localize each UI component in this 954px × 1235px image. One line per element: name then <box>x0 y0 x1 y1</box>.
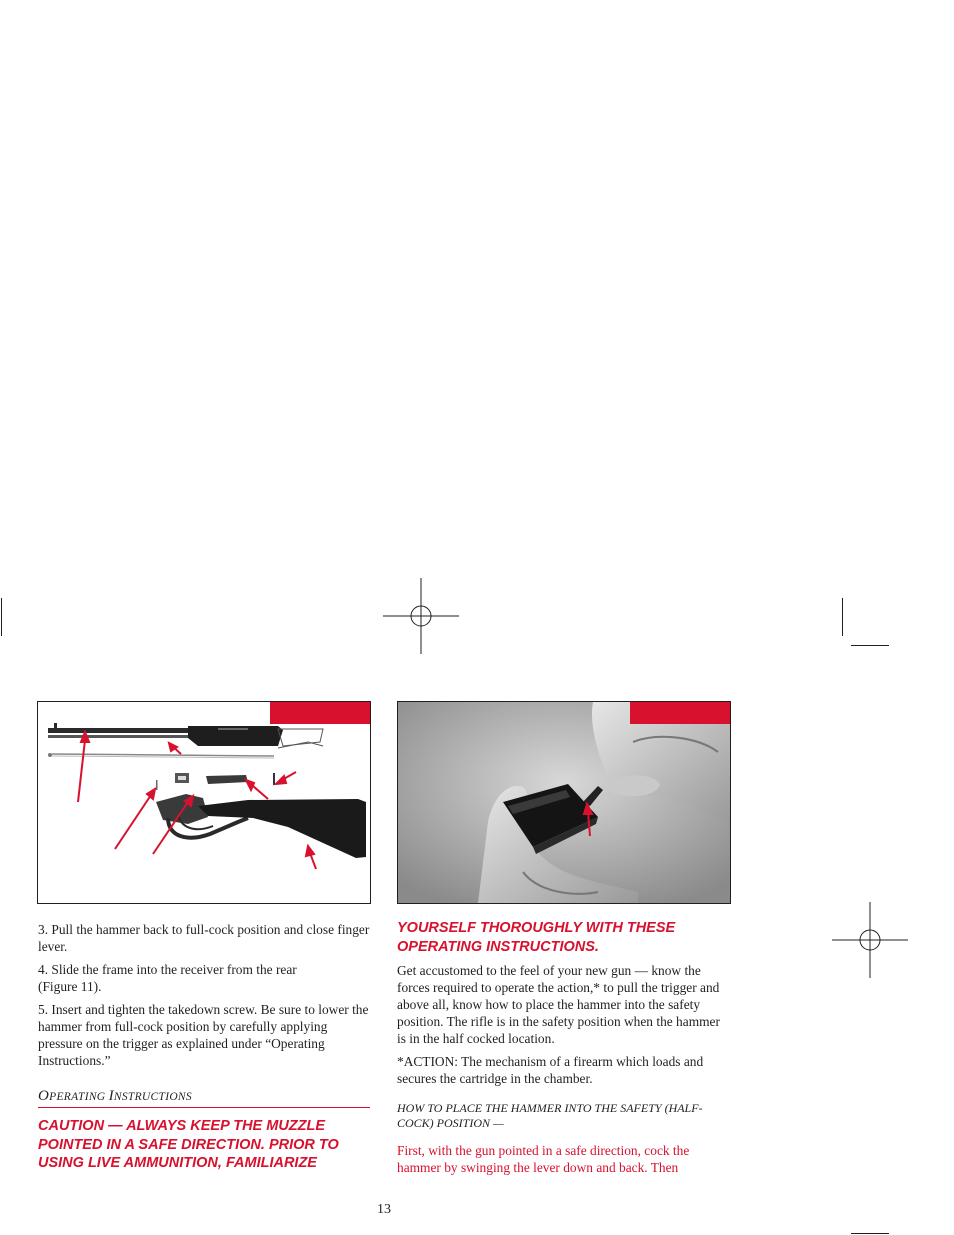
hands-photo-illustration <box>398 702 730 903</box>
step-4 <box>38 961 370 995</box>
step-4-line-1: 4. Slide the frame into the receiver from the rear <box>38 962 297 977</box>
paragraph-action-definition: *ACTION: The mechanism of a firearm which loads and secures the cartridge in the chamber. <box>397 1054 704 1086</box>
page-number: 13 <box>377 1202 391 1217</box>
paragraph-first-cock-hammer: First, with the gun pointed in a safe direction, cock the hammer by swinging the lever down and back. Then <box>397 1143 690 1175</box>
caution-warning-continued: YOURSELF THOROUGHLY WITH THESE OPERATING INSTRUCTIONS. <box>397 920 676 955</box>
crop-mark-left <box>1 598 2 636</box>
crop-mark-bottom-right <box>851 1233 889 1234</box>
right-column <box>397 962 732 1093</box>
figure-hands-holding-action <box>397 701 731 904</box>
rifle-parts-illustration <box>38 702 370 903</box>
title-rest-1: PERATING <box>49 1091 109 1103</box>
step-3: 3. Pull the hammer back to full-cock position and close finger lever. <box>38 922 370 954</box>
left-column <box>38 921 370 1075</box>
section-title-operating-instructions <box>38 1088 370 1108</box>
figure-disassembled-rifle <box>37 701 371 904</box>
registration-crosshair-right-icon <box>832 902 908 978</box>
title-initial-o: O <box>38 1088 50 1104</box>
crop-mark-right <box>842 598 843 636</box>
step-4-line-2: (Figure 11). <box>38 979 102 994</box>
paragraph-feel-of-gun: Get accustomed to the feel of your new gun — know the forces required to operate the action,* to pull the trigger and above all, know how to place the hammer into the safety position. The rifle is in the safety position when the hammer is in the half cocked location. <box>397 963 720 1046</box>
caution-warning: CAUTION — ALWAYS KEEP THE MUZZLE POINTED IN A SAFE DIRECTION. PRIOR TO USING LIVE AMMUNITION, FAMILIARIZE <box>38 1118 339 1171</box>
subhead-half-cock: HOW TO PLACE THE HAMMER INTO THE SAFETY (HALF-COCK) POSITION — <box>397 1101 703 1130</box>
registration-crosshair-icon <box>383 578 459 654</box>
figure-tab <box>630 702 730 724</box>
crop-mark-right-horizontal <box>851 645 889 646</box>
title-rest-2: NSTRUCTIONS <box>113 1091 192 1103</box>
title-initial-i: I <box>108 1088 114 1104</box>
step-5: 5. Insert and tighten the takedown screw. Be sure to lower the hammer from full-cock position by carefully applying pressure on the trigger as explained under “Operating Instructions.” <box>38 1002 369 1068</box>
